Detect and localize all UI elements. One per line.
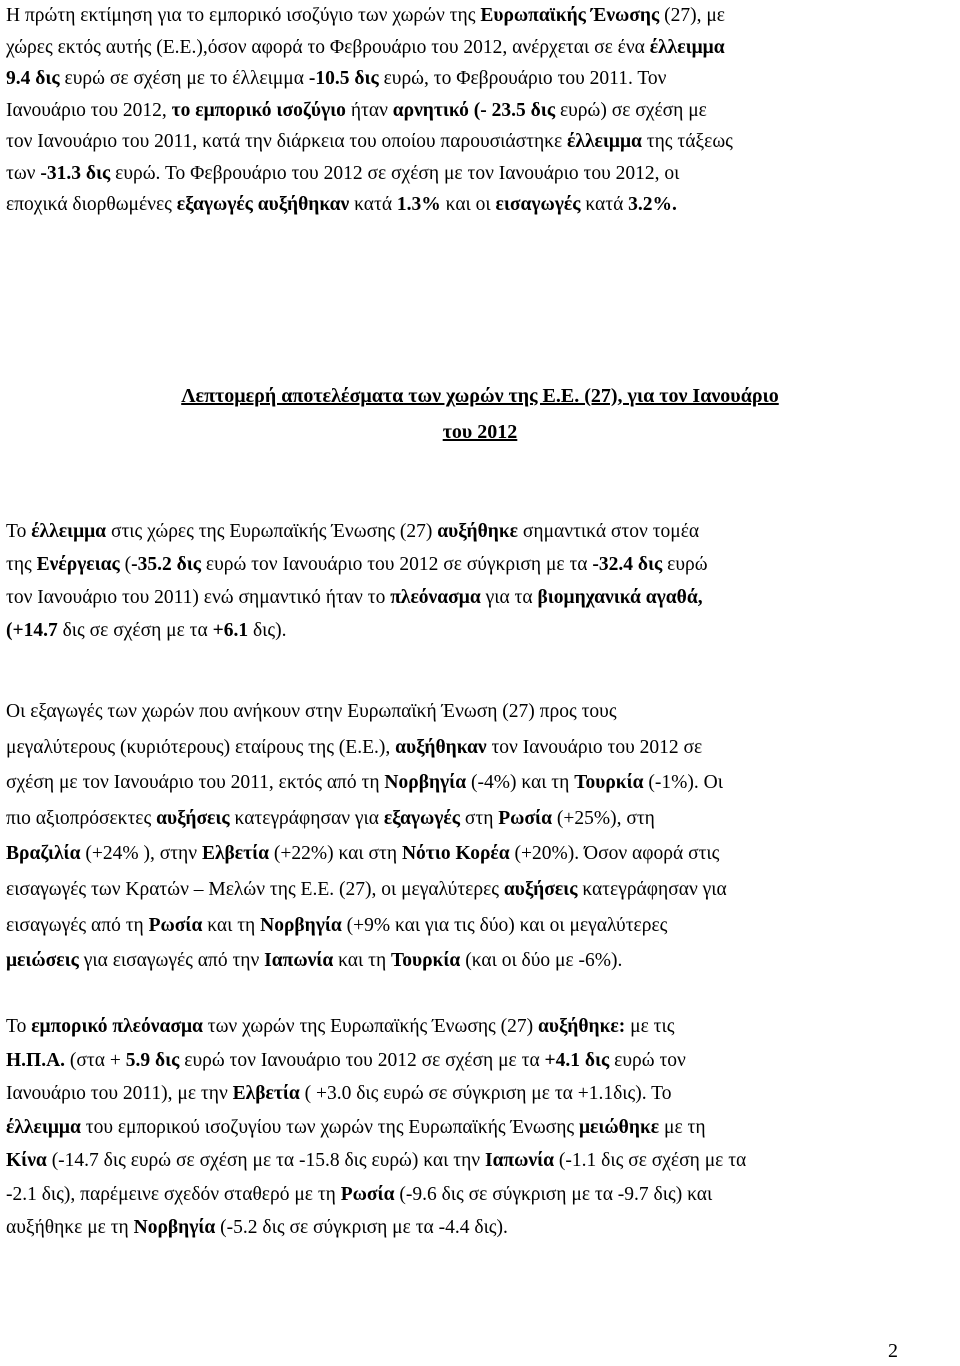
bold-text: Νότιο Κορέα: [401, 843, 510, 865]
text-line: [6, 1111, 954, 1145]
text-line: [6, 0, 954, 32]
bold-text: Νορβηγία: [133, 1217, 216, 1238]
text-run: Ιανουάριο του 2011), με την: [6, 1083, 233, 1104]
text-line: [6, 126, 954, 158]
bold-text: Ρωσία: [340, 1183, 395, 1205]
bold-text: αυξήθηκε: [437, 521, 519, 542]
text-run: της τάξεως: [641, 131, 733, 152]
text-line: [6, 694, 954, 730]
bold-text: μειώθηκε: [579, 1116, 660, 1138]
text-run: Η πρώτη εκτίμηση για το εμπορικό ισοζύγιο των χωρών της: [6, 5, 481, 26]
section-heading-line-1: Λεπτομερή αποτελέσματα των χωρών της Ε.Ε. (27), για τον Ιανουάριο: [181, 385, 779, 407]
bold-text: Κίνα: [6, 1150, 47, 1171]
bold-text: -31.3 δις: [40, 162, 111, 184]
bold-text: εισαγωγές: [495, 194, 581, 215]
bold-text: αυξήσεις: [156, 807, 230, 829]
text-line: [6, 95, 954, 127]
text-line: [6, 63, 954, 95]
paragraph-trade-surplus: [6, 1010, 954, 1245]
text-run: ευρώ τον Ιανουάριο του 2012 σε σχέση με τα: [179, 1049, 545, 1071]
text-run: με τη: [659, 1116, 706, 1138]
text-run: τον Ιανουάριο του 2011, κατά την διάρκεια του οποίου παρουσιάστηκε: [6, 131, 568, 152]
bold-text: 9.4 δις: [6, 68, 60, 89]
paragraph-energy-deficit: [6, 515, 954, 647]
text-run: (+25%), στη: [551, 807, 655, 829]
text-run: Το: [6, 521, 32, 542]
text-run: Το: [6, 1016, 32, 1037]
text-run: πιο αξιοπρόσεκτες: [6, 807, 157, 829]
text-run: εισαγωγές από τη: [6, 914, 149, 936]
text-run: τον Ιανουάριο του 2012 σε: [486, 736, 703, 758]
text-run: (: [119, 554, 132, 575]
text-run: -2.1 δις), παρέμεινε σχεδόν σταθερό με τη: [6, 1183, 341, 1205]
text-run: εισαγωγές των Κρατών – Μελών της Ε.Ε. (27), οι μεγαλύτερες: [6, 878, 504, 900]
text-run: (στα +: [65, 1049, 126, 1071]
text-run: και οι: [440, 194, 496, 215]
bold-text: Η.Π.Α.: [6, 1049, 66, 1071]
bold-text: Ρωσία: [148, 914, 203, 936]
text-run: με τις: [625, 1016, 675, 1037]
text-run: των χωρών της Ευρωπαϊκής Ένωσης (27): [202, 1016, 538, 1037]
bold-text: Ευρωπαϊκής Ένωσης: [480, 5, 660, 26]
text-run: ευρώ σε σχέση με το έλλειμμα: [59, 68, 309, 89]
bold-text: Τουρκία: [574, 772, 644, 794]
text-line: [6, 801, 954, 837]
bold-text: εξαγωγές αυξήθηκαν: [176, 194, 350, 215]
bold-text: -32.4 δις: [592, 554, 663, 575]
text-run: στις χώρες της Ευρωπαϊκής Ένωσης (27): [106, 521, 438, 542]
text-run: (και οι δύο με -6%).: [460, 950, 623, 972]
text-run: ευρώ, το Φεβρουάριο του 2011. Τον: [378, 68, 667, 89]
section-heading-continued: [0, 414, 960, 450]
bold-text: Ιαπωνία: [264, 950, 334, 972]
text-run: κατεγράφησαν για: [229, 807, 384, 829]
text-run: (27), με: [659, 5, 725, 26]
bold-text: Ελβετία: [201, 843, 270, 865]
text-run: Ιανουάριο του 2012,: [6, 99, 172, 121]
bold-text: +6.1: [212, 620, 249, 641]
text-line: [6, 908, 954, 944]
paragraph-exports-partners: [6, 694, 954, 979]
text-run: (-4%) και τη: [466, 772, 575, 794]
text-run: ήταν: [345, 99, 393, 121]
text-run: (+22%) και στη: [269, 843, 402, 865]
text-run: δις).: [248, 620, 287, 641]
bold-text: έλλειμμα: [649, 36, 725, 58]
text-line: [6, 581, 954, 614]
bold-text: Ιαπωνία: [484, 1150, 555, 1171]
text-run: (+9% και για τις δύο) και οι μεγαλύτερες: [341, 914, 668, 936]
bold-text: εμπορικό πλεόνασμα: [31, 1016, 203, 1037]
paragraph-trade-balance-estimate: [6, 0, 954, 221]
text-line: [6, 943, 954, 979]
section-heading: [0, 378, 960, 414]
text-run: για τα: [480, 587, 538, 608]
text-run: ( +3.0 δις ευρώ σε σύγκριση με τα +1.1δις). Το: [299, 1083, 672, 1104]
bold-text: (+14.7: [6, 620, 58, 641]
text-run: κατά: [349, 194, 397, 215]
bold-text: το εμπορικό ισοζύγιο: [171, 99, 346, 121]
bold-text: αυξήθηκαν: [395, 736, 487, 758]
text-line: [6, 548, 954, 581]
text-run: και τη: [202, 914, 261, 936]
text-line: [6, 32, 954, 64]
section-heading-line-2: του 2012: [442, 421, 518, 443]
bold-text: Ελβετία: [232, 1083, 300, 1104]
bold-text: (- 23.5 δις: [473, 99, 556, 121]
text-line: [6, 614, 954, 647]
text-run: κατεγράφησαν για: [577, 878, 727, 900]
text-run: στη: [459, 807, 499, 829]
bold-text: έλλειμμα: [6, 1116, 81, 1138]
text-run: μεγαλύτερους (κυριότερους) εταίρους της (Ε.Ε.),: [6, 736, 396, 758]
text-run: ευρώ. Το Φεβρουάριο του 2012 σε σχέση με τον Ιανουάριο του 2012, οι: [110, 162, 680, 184]
bold-text: αρνητικό: [392, 99, 469, 121]
text-run: (-1%). Οι: [643, 772, 723, 794]
text-line: [6, 515, 954, 548]
bold-text: 1.3%: [396, 194, 441, 215]
text-run: σχέση με τον Ιανουάριο του 2011, εκτός από τη: [6, 772, 385, 794]
text-run: σημαντικά στον τομέα: [518, 521, 700, 542]
text-line: [6, 189, 954, 221]
text-run: τον Ιανουάριο του 2011) ενώ σημαντικό ήταν το: [6, 587, 391, 608]
text-run: ευρώ: [662, 554, 708, 575]
text-run: χώρες εκτός αυτής (Ε.Ε.),όσον αφορά το Φεβρουάριο του 2012, ανέρχεται σε ένα: [6, 36, 650, 58]
text-line: [6, 1044, 954, 1078]
bold-text: Νορβηγία: [260, 914, 342, 936]
bold-text: Τουρκία: [391, 950, 461, 972]
bold-text: Ρωσία: [498, 807, 552, 829]
bold-text: 5.9 δις: [125, 1049, 180, 1071]
bold-text: έλλειμμα: [567, 131, 642, 152]
text-line: [6, 158, 954, 190]
text-run: κατά: [580, 194, 629, 215]
bold-text: -10.5 δις: [308, 68, 379, 89]
text-run: αυξήθηκε με τη: [6, 1217, 134, 1238]
text-run: της: [6, 554, 37, 575]
bold-text: -35.2 δις: [131, 554, 202, 575]
bold-text: 3.2%.: [628, 194, 677, 215]
text-line: [6, 872, 954, 908]
text-run: (-14.7 δις ευρώ σε σχέση με τα -15.8 δις ευρώ) και την: [46, 1150, 485, 1171]
text-line: [6, 1211, 954, 1245]
text-line: [6, 765, 954, 801]
page-number: 2: [888, 1340, 898, 1362]
text-run: (-5.2 δις σε σύγκριση με τα -4.4 δις).: [215, 1217, 508, 1238]
bold-text: +4.1 δις: [544, 1049, 610, 1071]
text-run: για εισαγωγές από την: [78, 950, 265, 972]
text-run: ευρώ τον: [609, 1049, 686, 1071]
bold-text: αυξήθηκε:: [538, 1016, 626, 1037]
text-line: [6, 1077, 954, 1111]
bold-text: Βραζιλία: [6, 843, 81, 865]
text-run: Οι εξαγωγές των χωρών που ανήκουν στην Ευρωπαϊκή Ένωση (27) προς τους: [6, 701, 617, 722]
text-run: ευρώ τον Ιανουάριο του 2012 σε σύγκριση με τα: [201, 554, 593, 575]
bold-text: πλεόνασμα: [390, 587, 481, 608]
text-line: [6, 1178, 954, 1212]
text-line: [6, 1144, 954, 1178]
text-run: εποχικά διορθωμένες: [6, 194, 177, 215]
text-line: [6, 1010, 954, 1044]
text-line: [6, 836, 954, 872]
text-run: (-1.1 δις σε σχέση με τα: [554, 1150, 747, 1171]
text-run: ευρώ) σε σχέση με: [555, 99, 707, 121]
text-run: και τη: [333, 950, 392, 972]
text-run: του εμπορικού ισοζυγίου των χωρών της Ευρωπαϊκής Ένωσης: [80, 1116, 579, 1138]
bold-text: μειώσεις: [6, 950, 79, 972]
text-run: δις σε σχέση με τα: [57, 620, 213, 641]
text-run: (+20%). Όσον αφορά στις: [509, 843, 720, 865]
text-line: [6, 730, 954, 766]
text-run: (+24% ), στην: [80, 843, 202, 865]
bold-text: έλλειμμα: [31, 521, 107, 542]
bold-text: εξαγωγές: [383, 807, 460, 829]
text-run: των: [6, 162, 41, 184]
text-run: (-9.6 δις σε σύγκριση με τα -9.7 δις) και: [394, 1183, 713, 1205]
bold-text: βιομηχανικά αγαθά,: [537, 587, 703, 608]
bold-text: αυξήσεις: [503, 878, 578, 900]
bold-text: Νορβηγία: [384, 772, 467, 794]
bold-text: Ενέργειας: [36, 554, 120, 575]
